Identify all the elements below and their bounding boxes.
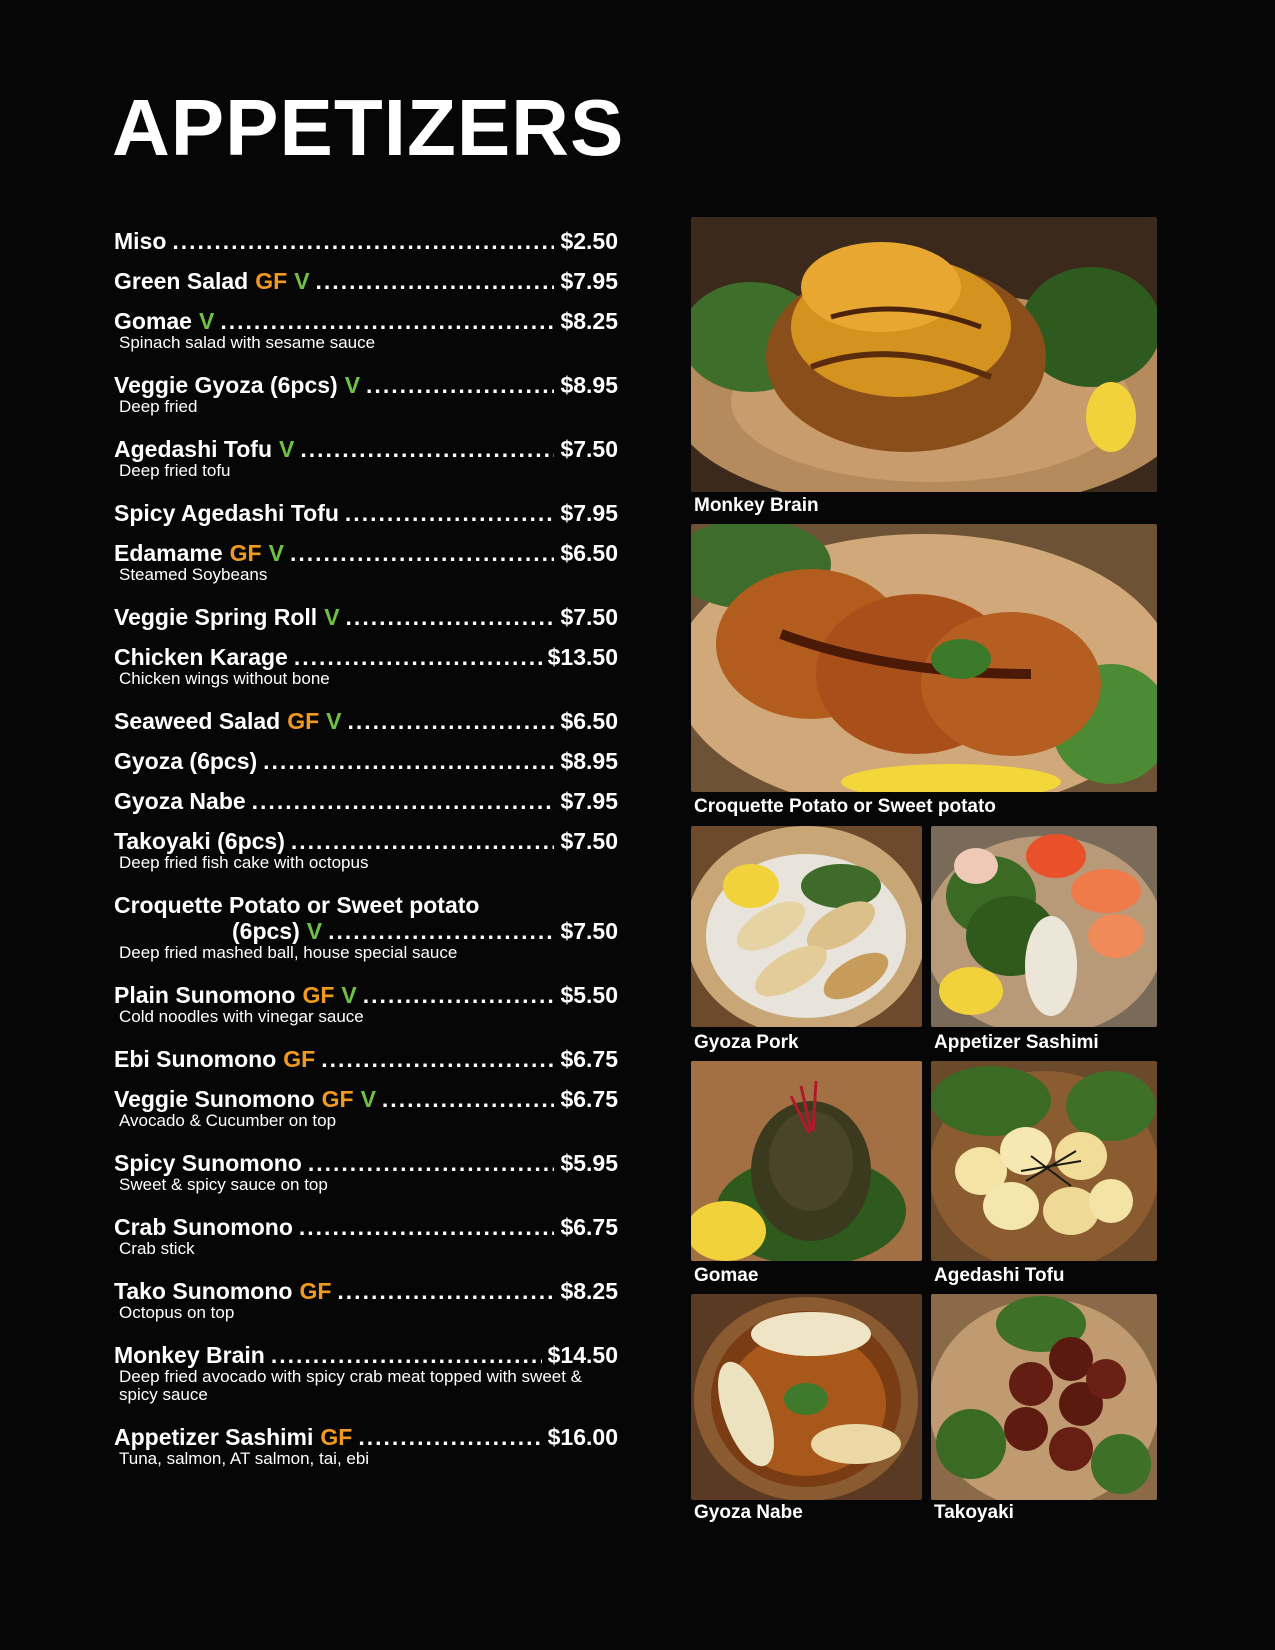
item-name: Spicy Agedashi Tofu — [114, 500, 339, 526]
vegetarian-tag: V — [326, 708, 342, 734]
item-name: Agedashi Tofu — [114, 436, 273, 462]
photo-caption: Monkey Brain — [694, 495, 819, 516]
item-price: $8.95 — [560, 372, 618, 398]
item-name: Gyoza Nabe — [114, 788, 246, 814]
gyoza-pork-photo — [691, 826, 922, 1027]
item-price: $14.50 — [547, 1342, 618, 1368]
leader-dots — [346, 604, 555, 630]
takoyaki-photo — [931, 1294, 1157, 1500]
menu-item-spicy-agedashi-tofu — [114, 500, 618, 526]
photo-caption: Takoyaki — [934, 1502, 1014, 1523]
item-name: Edamame — [114, 540, 223, 566]
monkey-brain-photo — [691, 217, 1157, 492]
item-price: $6.50 — [560, 540, 618, 566]
item-description: Deep fried avocado with spicy crab meat topped with sweet & spicy sauce — [119, 1367, 583, 1404]
agedashi-tofu-photo — [931, 1061, 1157, 1261]
menu-item-miso — [114, 228, 618, 254]
gluten-free-tag: GF — [321, 1086, 354, 1112]
item-name: Miso — [114, 228, 167, 254]
item-price: $8.95 — [560, 748, 618, 774]
item-description: Deep fried fish cake with octopus — [119, 853, 369, 872]
leader-dots — [366, 372, 554, 398]
leader-dots — [290, 540, 554, 566]
item-description: Spinach salad with sesame sauce — [119, 333, 376, 352]
gluten-free-tag: GF — [255, 268, 288, 294]
menu-item-green-salad — [114, 268, 618, 294]
photo-caption: Gyoza Nabe — [694, 1502, 803, 1523]
leader-dots — [316, 268, 555, 294]
photo-agedashi-tofu — [931, 1061, 1157, 1286]
menu-item-veggie-sunomono — [114, 1086, 618, 1130]
item-description: Chicken wings without bone — [119, 669, 330, 688]
leader-dots — [291, 828, 555, 854]
photo-caption: Gomae — [694, 1265, 759, 1286]
leader-dots — [299, 1214, 555, 1240]
leader-dots — [382, 1086, 555, 1112]
menu-item-veggie-spring-roll — [114, 604, 618, 630]
gluten-free-tag: GF — [299, 1278, 332, 1304]
item-name: Gyoza (6pcs) — [114, 748, 258, 774]
item-price: $6.75 — [560, 1214, 618, 1240]
menu-item-seaweed-salad — [114, 708, 618, 734]
item-name: Ebi Sunomono — [114, 1046, 277, 1072]
item-name: Veggie Sunomono — [114, 1086, 315, 1112]
item-name: Gomae — [114, 308, 192, 334]
menu-item-appetizer-sashimi — [114, 1424, 618, 1468]
item-price: $7.50 — [560, 604, 618, 630]
item-name: Spicy Sunomono — [114, 1150, 302, 1176]
menu-item-crab-sunomono — [114, 1214, 618, 1258]
item-description: Deep fried — [119, 397, 198, 416]
menu-item-takoyaki — [114, 828, 618, 872]
menu-item-croquette — [114, 892, 618, 962]
item-name: Monkey Brain — [114, 1342, 265, 1368]
leader-dots — [363, 982, 555, 1008]
item-name: Veggie Spring Roll — [114, 604, 318, 630]
gluten-free-tag: GF — [302, 982, 335, 1008]
leader-dots — [252, 788, 555, 814]
gluten-free-tag: GF — [287, 708, 320, 734]
menu-item-plain-sunomono — [114, 982, 618, 1026]
leader-dots — [345, 500, 555, 526]
vegetarian-tag: V — [360, 1086, 376, 1112]
menu-item-gyoza-nabe — [114, 788, 618, 814]
item-price: $7.50 — [560, 828, 618, 854]
menu-item-agedashi-tofu — [114, 436, 618, 480]
leader-dots — [348, 708, 555, 734]
item-price: $2.50 — [560, 228, 618, 254]
menu-item-ebi-sunomono — [114, 1046, 618, 1072]
item-name: Tako Sunomono — [114, 1278, 293, 1304]
menu-item-tako-sunomono — [114, 1278, 618, 1322]
leader-dots — [294, 644, 542, 670]
gluten-free-tag: GF — [229, 540, 262, 566]
item-name: Chicken Karage — [114, 644, 288, 670]
item-price: $5.50 — [560, 982, 618, 1008]
leader-dots — [172, 228, 554, 254]
photo-gomae — [691, 1061, 922, 1286]
item-price: $6.75 — [560, 1046, 618, 1072]
leader-dots — [220, 308, 554, 334]
leader-dots — [321, 1046, 554, 1072]
item-name: Appetizer Sashimi — [114, 1424, 314, 1450]
vegetarian-tag: V — [324, 604, 340, 630]
gyoza-nabe-photo — [691, 1294, 922, 1500]
item-price: $7.50 — [560, 918, 618, 944]
menu-item-chicken-karage — [114, 644, 618, 688]
vegetarian-tag: V — [279, 436, 295, 462]
vegetarian-tag: V — [341, 982, 357, 1008]
menu-item-monkey-brain — [114, 1342, 618, 1404]
photo-croquette — [691, 524, 1157, 817]
photo-monkey-brain — [691, 217, 1157, 516]
croquette-photo — [691, 524, 1157, 792]
item-name: Seaweed Salad — [114, 708, 281, 734]
item-name-first-line: Croquette Potato or Sweet potato — [114, 892, 480, 918]
leader-dots — [300, 436, 554, 462]
leader-dots — [263, 748, 554, 774]
item-description: Deep fried tofu — [119, 461, 231, 480]
item-name: Veggie Gyoza (6pcs) — [114, 372, 338, 398]
photo-caption: Gyoza Pork — [694, 1032, 799, 1053]
menu-item-gomae — [114, 308, 618, 352]
photo-caption: Agedashi Tofu — [934, 1265, 1065, 1286]
photo-takoyaki — [931, 1294, 1157, 1523]
item-description: Octopus on top — [119, 1303, 235, 1322]
item-price: $8.25 — [560, 1278, 618, 1304]
leader-dots — [328, 918, 554, 944]
item-price: $6.50 — [560, 708, 618, 734]
leader-dots — [271, 1342, 542, 1368]
gomae-photo — [691, 1061, 922, 1261]
photo-caption: Appetizer Sashimi — [934, 1032, 1099, 1053]
photo-gyoza-pork — [691, 826, 922, 1051]
item-name: (6pcs) — [232, 918, 300, 944]
item-price: $8.25 — [560, 308, 618, 334]
item-description: Deep fried mashed ball, house special sauce — [119, 943, 458, 962]
menu-item-spicy-sunomono — [114, 1150, 618, 1194]
vegetarian-tag: V — [294, 268, 310, 294]
item-description: Cold noodles with vinegar sauce — [119, 1007, 364, 1026]
appetizer-menu-list — [114, 228, 618, 1488]
item-description: Sweet & spicy sauce on top — [119, 1175, 328, 1194]
menu-item-veggie-gyoza — [114, 372, 618, 416]
item-name: Plain Sunomono — [114, 982, 296, 1008]
photo-gallery — [691, 217, 1157, 1537]
item-price: $16.00 — [547, 1424, 618, 1450]
item-description: Avocado & Cucumber on top — [119, 1111, 337, 1130]
item-description: Steamed Soybeans — [119, 565, 268, 584]
leader-dots — [358, 1424, 541, 1450]
menu-item-edamame — [114, 540, 618, 584]
photo-caption: Croquette Potato or Sweet potato — [694, 796, 996, 817]
item-name: Crab Sunomono — [114, 1214, 293, 1240]
item-description: Crab stick — [119, 1239, 195, 1258]
item-price: $7.95 — [560, 788, 618, 814]
leader-dots — [337, 1278, 554, 1304]
vegetarian-tag: V — [268, 540, 284, 566]
item-price: $6.75 — [560, 1086, 618, 1112]
page-title: APPETIZERS — [112, 83, 625, 172]
photo-gyoza-nabe — [691, 1294, 922, 1523]
vegetarian-tag: V — [198, 308, 215, 334]
vegetarian-tag: V — [306, 918, 323, 944]
gluten-free-tag: GF — [283, 1046, 316, 1072]
item-price: $7.95 — [560, 268, 618, 294]
vegetarian-tag: V — [344, 372, 361, 398]
item-price: $13.50 — [547, 644, 618, 670]
menu-item-gyoza — [114, 748, 618, 774]
item-name: Takoyaki (6pcs) — [114, 828, 285, 854]
item-name: Green Salad — [114, 268, 249, 294]
item-price: $7.95 — [560, 500, 618, 526]
photo-appetizer-sashimi — [931, 826, 1157, 1051]
item-price: $7.50 — [560, 436, 618, 462]
sashimi-photo — [931, 826, 1157, 1027]
leader-dots — [308, 1150, 555, 1176]
gluten-free-tag: GF — [320, 1424, 353, 1450]
item-description: Tuna, salmon, AT salmon, tai, ebi — [119, 1449, 370, 1468]
item-price: $5.95 — [560, 1150, 618, 1176]
